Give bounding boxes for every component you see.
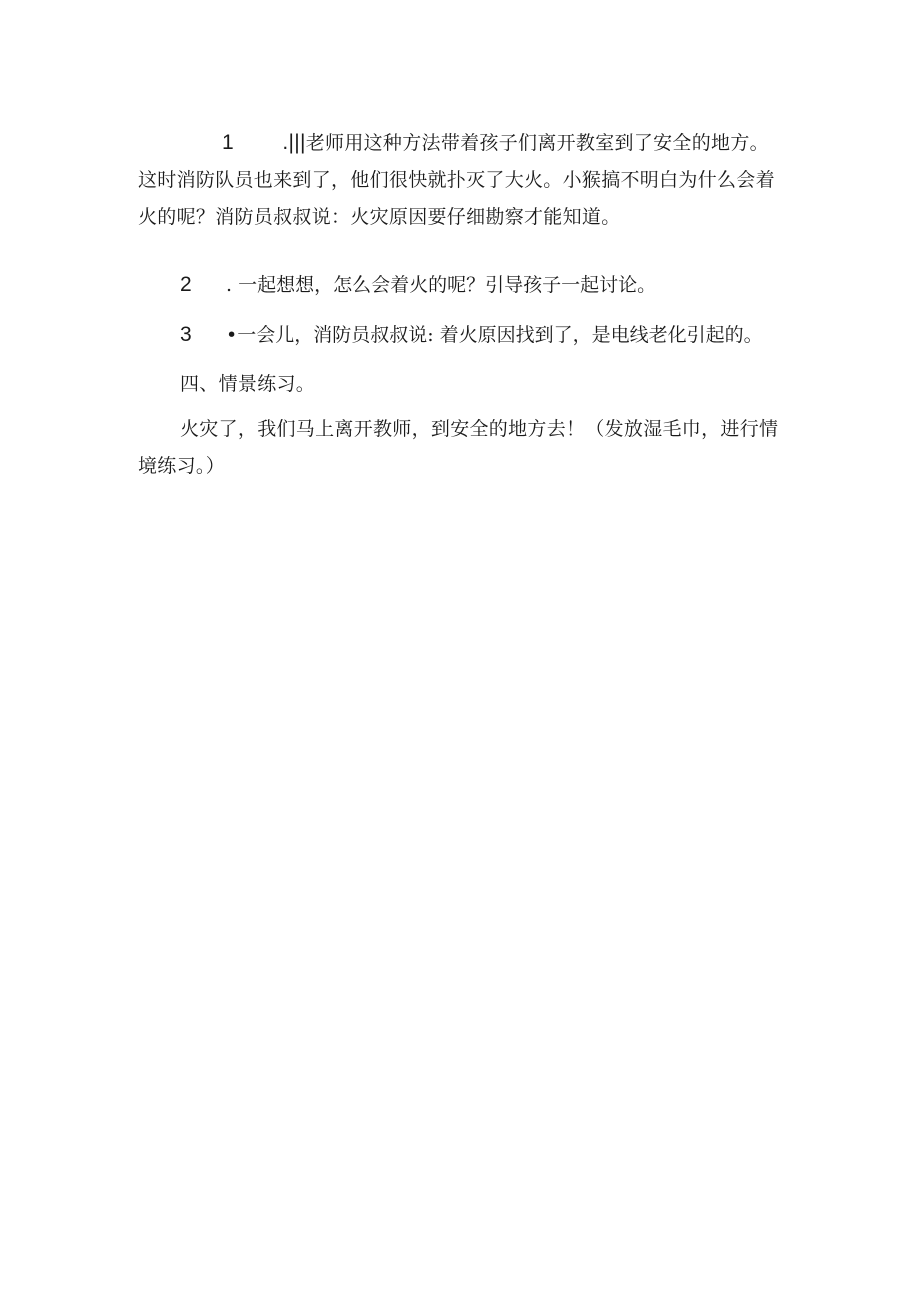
paragraph-1-text: 老师用这种方法带着孩子们离开教室到了安全的地方。这时消防队员也来到了，他们很快就扑灭了大火。小猴搞不明白为什么会着火的呢？消防员叔叔说：火灾原因要仔细勘察才能知道。 bbox=[138, 132, 775, 228]
paragraph-1-marker: .||| bbox=[282, 131, 306, 154]
paragraph-3-number: 3 bbox=[180, 323, 192, 346]
paragraph-2 bbox=[180, 266, 800, 304]
paragraph-1-number: 1 bbox=[222, 131, 234, 154]
paragraph-1 bbox=[138, 124, 784, 236]
paragraph-5 bbox=[138, 411, 784, 485]
paragraph-4-text: 四、情景练习。 bbox=[180, 373, 316, 395]
paragraph-5-text: 火灾了，我们马上离开教师，到安全的地方去！（发放湿毛巾，进行情境练习。） bbox=[138, 418, 779, 477]
paragraph-2-text: . 一起想想，怎么会着火的呢？引导孩子一起讨论。 bbox=[226, 274, 657, 296]
paragraph-3-text: •一会儿，消防员叔叔说: 着火原因找到了，是电线老化引起的。 bbox=[226, 324, 763, 346]
paragraph-2-number: 2 bbox=[180, 273, 192, 296]
paragraph-4-heading bbox=[138, 366, 784, 403]
paragraph-3 bbox=[180, 316, 800, 354]
